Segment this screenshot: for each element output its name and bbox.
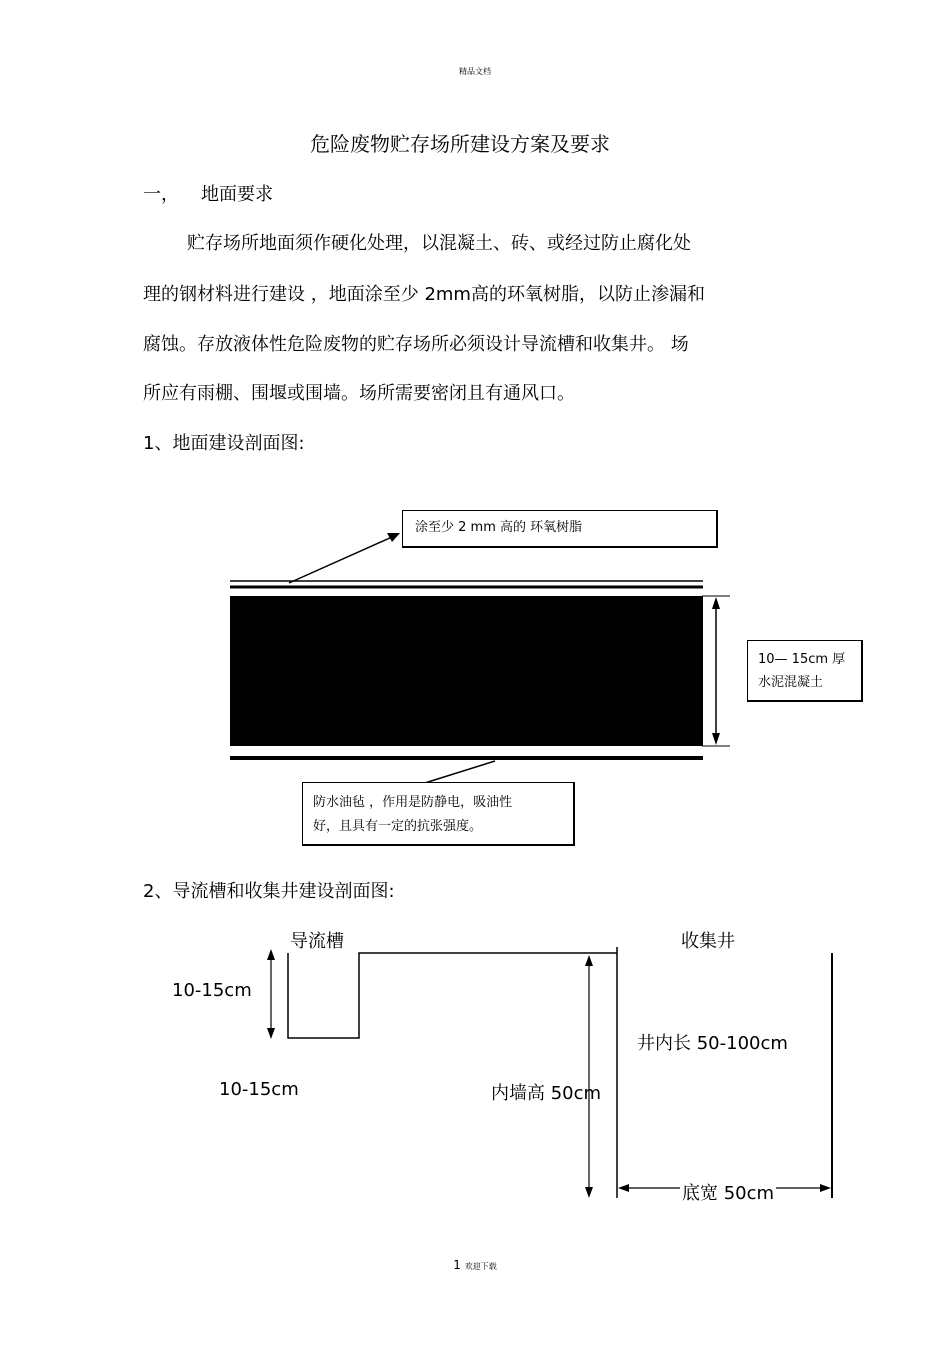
- section-number: 一，: [143, 184, 179, 205]
- arrow-up-icon: [585, 955, 593, 966]
- arrow-down-icon: [267, 1028, 275, 1039]
- felt-label-line-1: 防水油毡 ，作用是防静电，吸油性: [313, 795, 513, 810]
- page-footer: [0, 1258, 950, 1272]
- paragraph-line-1: 贮存场所地面须作硬化处理，以混凝土、砖、或经过防止腐化处: [187, 233, 691, 254]
- inner-wall-label: 内墙高 50cm: [491, 1083, 602, 1104]
- page-number: 1: [453, 1258, 461, 1272]
- channel-depth-label: 10-15cm: [172, 980, 252, 1001]
- figure2-caption: 2、导流槽和收集井建设剖面图:: [143, 881, 395, 902]
- arrow-left-icon: [618, 1184, 629, 1192]
- paragraph-line-4: 所应有雨棚、围堰或围墙。场所需要密闭且有通风口。: [143, 383, 575, 404]
- figure1-caption: 1、地面建设剖面图:: [143, 433, 305, 454]
- page-title: 危险废物贮存场所建设方案及要求: [310, 132, 610, 156]
- arrow-up-icon: [267, 949, 275, 960]
- channel-label: 导流槽: [290, 931, 344, 952]
- bottom-width-label: 底宽 50cm: [680, 1179, 776, 1205]
- paragraph-line-3: 腐蚀。存放液体性危险废物的贮存场所必须设计导流槽和收集井。 场: [143, 334, 689, 355]
- channel-profile: [288, 953, 617, 1038]
- concrete-label-line-1: 10— 15cm 厚: [758, 652, 846, 667]
- channel-width-label: 10-15cm: [219, 1079, 299, 1100]
- epoxy-label: 涂至少 2 mm 高的 环氧树脂: [415, 520, 583, 535]
- section-label: 地面要求: [201, 184, 273, 205]
- well-length-label: 井内长 50-100cm: [637, 1033, 788, 1054]
- felt-label-line-2: 好，且具有一定的抗张强度。: [313, 819, 483, 834]
- arrow-right-icon: [820, 1184, 831, 1192]
- well-label: 收集井: [681, 931, 735, 952]
- footer-text: 欢迎下载: [464, 1262, 497, 1271]
- concrete-label-line-2: 水泥混凝土: [758, 675, 824, 690]
- arrow-down-icon: [585, 1187, 593, 1198]
- paragraph-line-2: 理的钢材料进行建设 ，地面涂至少 2mm高的环氧树脂，以防止渗漏和: [143, 284, 705, 305]
- page-header: 精品文档: [459, 67, 491, 76]
